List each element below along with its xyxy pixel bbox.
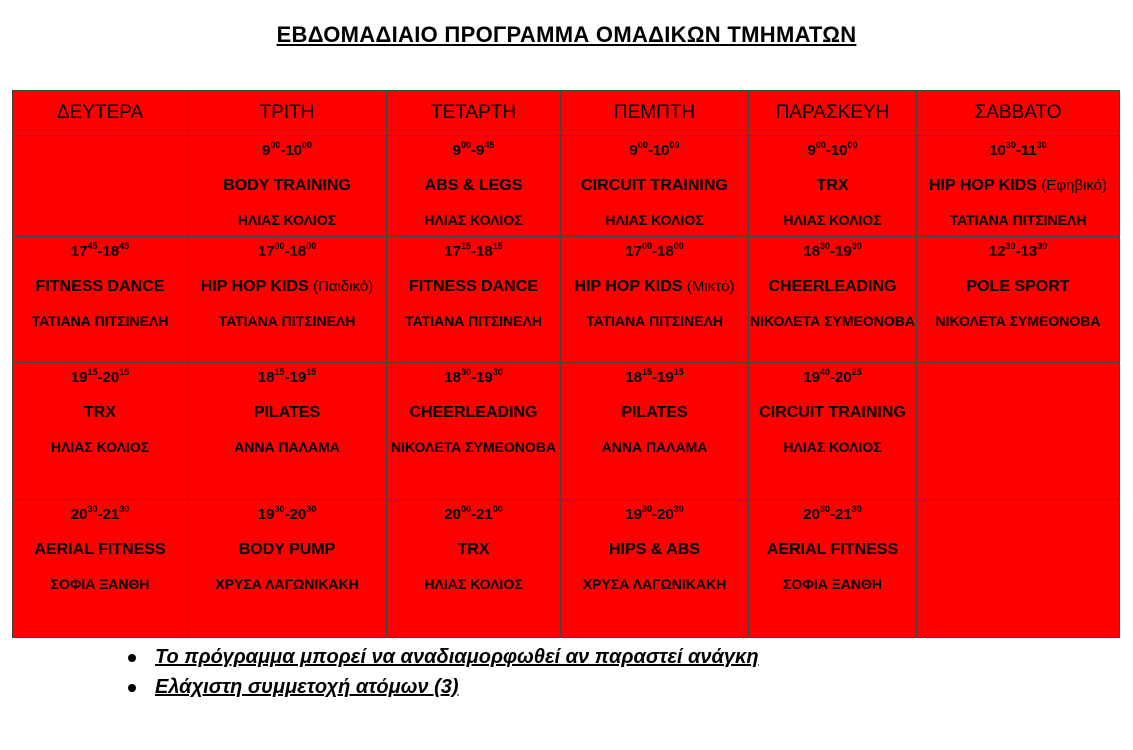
slot-cell-thursday [561, 363, 749, 500]
class-title: CHEERLEADING [768, 278, 897, 295]
start-minutes: 00 [274, 241, 285, 251]
instructor-name: ΝΙΚΟΛΕΤΑ ΣΥΜΕΟΝΟΒΑ [749, 313, 916, 329]
end-minutes: 25 [851, 367, 862, 377]
instructor-name: ΝΙΚΟΛΕΤΑ ΣΥΜΕΟΝΟΒΑ [935, 313, 1101, 329]
time-range [561, 506, 748, 526]
class-name [387, 404, 560, 422]
instructor-name: ΤΑΤΙΑΝΑ ΠΙΤΣΙΝΕΛΗ [405, 313, 542, 329]
time-range [917, 142, 1119, 162]
class-title: AERIAL FITNESS [34, 541, 166, 558]
time-range [749, 506, 916, 526]
instructor-name: ΣΟΦΙΑ ΞΑΝΘΗ [50, 576, 150, 592]
schedule-row [13, 237, 1120, 363]
end-minutes: 45 [484, 140, 495, 150]
end-minutes: 15 [306, 367, 317, 377]
slot-cell-tuesday [188, 136, 387, 237]
end-hour: 18 [102, 243, 120, 260]
time-separator: - [825, 142, 831, 159]
instructor-name: ΤΑΤΙΑΝΑ ΠΙΤΣΙΝΕΛΗ [586, 313, 723, 329]
start-minutes: 30 [1005, 140, 1016, 150]
instructor-name: ΑΝΝΑ ΠΑΛΑΜΑ [601, 439, 708, 455]
end-minutes: 45 [119, 241, 130, 251]
end-minutes: 00 [492, 504, 503, 514]
time-separator: - [471, 243, 476, 260]
day-header-wednesday: ΤΕΤΑΡΤΗ [387, 91, 561, 136]
start-minutes: 30 [819, 504, 830, 514]
end-minutes: 00 [847, 140, 858, 150]
class-title: CIRCUIT TRAINING [759, 404, 906, 421]
end-minutes: 30 [1036, 140, 1047, 150]
class-name [13, 541, 187, 559]
class-title: FITNESS DANCE [35, 278, 165, 295]
class-slot [387, 500, 560, 594]
class-note: (Μικτό) [686, 278, 735, 295]
end-minutes: 30 [851, 241, 862, 251]
class-note: (Εφηβικό) [1041, 177, 1108, 194]
end-minutes: 15 [673, 367, 684, 377]
start-minutes: 00 [270, 140, 281, 150]
schedule-table [12, 90, 1120, 638]
time-range [561, 369, 748, 389]
class-name [749, 404, 916, 422]
slot-cell-wednesday [387, 136, 561, 237]
start-minutes: 45 [87, 241, 98, 251]
start-hour: 19 [803, 369, 820, 386]
slot-cell-monday [13, 237, 188, 363]
class-slot [188, 363, 386, 457]
start-minutes: 40 [819, 367, 830, 377]
start-hour: 10 [989, 142, 1006, 159]
slot-cell-friday [749, 237, 917, 363]
class-slot [188, 500, 386, 594]
start-hour: 19 [625, 506, 642, 523]
time-separator: - [652, 506, 657, 523]
start-hour: 18 [444, 369, 461, 386]
end-hour: 19 [476, 369, 493, 386]
class-title: FITNESS DANCE [409, 278, 538, 295]
instructor-name: ΣΟΦΙΑ ΞΑΝΘΗ [783, 576, 882, 592]
time-separator: - [471, 506, 476, 523]
time-separator: - [97, 506, 103, 523]
day-header-monday: ΔΕΥΤΕΡΑ [13, 91, 188, 136]
class-slot [561, 136, 748, 230]
time-range [561, 142, 748, 162]
time-range [13, 369, 187, 389]
start-hour: 17 [257, 243, 275, 260]
end-minutes: 00 [306, 241, 317, 251]
slot-cell-monday [13, 363, 188, 500]
class-slot [561, 500, 748, 594]
start-hour: 17 [625, 243, 642, 260]
start-hour: 20 [444, 506, 461, 523]
time-separator: - [1015, 142, 1021, 159]
start-hour: 20 [70, 506, 88, 523]
end-hour: 21 [102, 506, 120, 523]
time-range [387, 369, 560, 389]
end-minutes: 15 [492, 241, 503, 251]
end-hour: 10 [652, 142, 670, 159]
time-separator: - [284, 506, 290, 523]
time-range [188, 243, 386, 263]
end-minutes: 30 [306, 504, 317, 514]
start-hour: 18 [257, 369, 275, 386]
class-name [188, 177, 386, 195]
time-separator: - [830, 506, 835, 523]
class-title: TRX [457, 541, 490, 558]
time-separator: - [97, 369, 103, 386]
time-range [387, 142, 560, 162]
end-hour: 19 [657, 369, 674, 386]
start-minutes: 15 [274, 367, 285, 377]
end-hour: 18 [289, 243, 307, 260]
day-header-row [13, 91, 1120, 136]
class-name [387, 278, 560, 296]
time-range [387, 243, 560, 263]
time-range [13, 506, 187, 526]
class-title: HIP HOP KIDS [574, 278, 683, 295]
class-slot [749, 363, 916, 457]
instructor-name: ΗΛΙΑΣ ΚΟΛΙΟΣ [237, 212, 337, 228]
class-name [917, 278, 1119, 296]
class-name [749, 541, 916, 559]
page-title: ΕΒΔΟΜΑΔΙΑΙΟ ΠΡΟΓΡΑΜΜΑ ΟΜΑΔΙΚΩΝ ΤΜΗΜΑΤΩΝ [276, 22, 857, 47]
time-range [749, 243, 916, 263]
class-name [387, 177, 560, 195]
class-slot [917, 136, 1119, 230]
start-minutes: 15 [460, 241, 471, 251]
time-range [13, 243, 187, 263]
class-slot [13, 363, 187, 457]
end-minutes: 00 [673, 241, 684, 251]
time-separator: - [284, 369, 290, 386]
end-minutes: 30 [1037, 241, 1048, 251]
end-hour: 10 [830, 142, 848, 159]
instructor-name: ΤΑΤΙΑΝΑ ΠΙΤΣΙΝΕΛΗ [218, 313, 356, 329]
start-minutes: 30 [460, 367, 471, 377]
slot-cell-saturday [917, 136, 1120, 237]
class-slot [749, 237, 916, 331]
instructor-name: ΑΝΝΑ ΠΑΛΑΜΑ [234, 439, 340, 455]
schedule-row [13, 500, 1120, 638]
start-hour: 9 [261, 142, 271, 159]
slot-cell-wednesday [387, 500, 561, 638]
end-hour: 21 [476, 506, 493, 523]
class-name [188, 541, 386, 559]
class-name [917, 177, 1119, 195]
class-slot [13, 500, 187, 594]
time-range [749, 142, 916, 162]
end-hour: 19 [835, 243, 852, 260]
end-hour: 9 [476, 142, 485, 159]
time-separator: - [652, 243, 657, 260]
end-hour: 11 [1020, 142, 1037, 159]
start-minutes: 00 [815, 140, 826, 150]
class-name [749, 278, 916, 296]
schedule-row [13, 136, 1120, 237]
class-name [561, 404, 748, 422]
start-hour: 9 [452, 142, 461, 159]
start-minutes: 00 [641, 241, 652, 251]
class-title: BODY PUMP [238, 541, 336, 558]
start-minutes: 30 [819, 241, 830, 251]
start-hour: 12 [988, 243, 1006, 260]
day-header-saturday: ΣΑΒΒΑΤΟ [917, 91, 1120, 136]
class-slot [749, 500, 916, 594]
start-hour: 18 [625, 369, 642, 386]
day-header-thursday: ΠΕΜΠΤΗ [561, 91, 749, 136]
time-separator: - [652, 369, 657, 386]
note-text: Ελάχιστη συμμετοχή ατόμων (3) [155, 676, 459, 698]
note-item [128, 672, 759, 702]
day-header-tuesday: ΤΡΙΤΗ [188, 91, 387, 136]
instructor-name: ΤΑΤΙΑΝΑ ΠΙΤΣΙΝΕΛΗ [949, 212, 1087, 228]
start-minutes: 00 [637, 140, 648, 150]
class-slot [387, 136, 560, 230]
start-hour: 19 [70, 369, 88, 386]
class-name [561, 177, 748, 195]
time-range [188, 142, 386, 162]
end-hour: 18 [657, 243, 674, 260]
time-separator: - [1015, 243, 1021, 260]
schedule-row [13, 363, 1120, 500]
slot-cell-saturday [917, 500, 1120, 638]
start-minutes: 30 [641, 504, 652, 514]
class-slot [561, 363, 748, 457]
instructor-name: ΗΛΙΑΣ ΚΟΛΙΟΣ [783, 439, 882, 455]
slot-cell-wednesday [387, 237, 561, 363]
class-title: CIRCUIT TRAINING [581, 177, 728, 194]
start-hour: 20 [803, 506, 820, 523]
slot-cell-monday [13, 136, 188, 237]
class-title: HIPS & ABS [609, 541, 700, 558]
start-minutes: 00 [460, 504, 471, 514]
class-title: AERIAL FITNESS [766, 541, 899, 558]
time-range [387, 506, 560, 526]
class-name [561, 278, 748, 296]
instructor-name: ΧΡΥΣΑ ΛΑΓΩΝΙΚΑΚΗ [582, 576, 727, 592]
instructor-name: ΗΛΙΑΣ ΚΟΛΙΟΣ [605, 212, 704, 228]
start-minutes: 15 [641, 367, 652, 377]
time-separator: - [830, 369, 835, 386]
slot-cell-wednesday [387, 363, 561, 500]
time-separator: - [647, 142, 653, 159]
class-slot [749, 136, 916, 230]
class-title: BODY TRAINING [223, 177, 351, 194]
class-name [561, 541, 748, 559]
time-separator: - [280, 142, 286, 159]
class-name [188, 278, 386, 296]
end-minutes: 00 [302, 140, 313, 150]
start-hour: 18 [803, 243, 820, 260]
slot-cell-friday [749, 500, 917, 638]
start-hour: 17 [444, 243, 461, 260]
instructor-name: ΗΛΙΑΣ ΚΟΛΙΟΣ [424, 576, 523, 592]
slot-cell-thursday [561, 500, 749, 638]
time-range [561, 243, 748, 263]
time-range [749, 369, 916, 389]
instructor-name: ΗΛΙΑΣ ΚΟΛΙΟΣ [50, 439, 150, 455]
time-separator: - [471, 369, 476, 386]
bullet-icon [128, 684, 136, 692]
end-hour: 18 [476, 243, 493, 260]
slot-cell-saturday [917, 237, 1120, 363]
slot-cell-tuesday [188, 500, 387, 638]
start-hour: 9 [807, 142, 816, 159]
time-separator: - [284, 243, 290, 260]
end-minutes: 30 [492, 367, 503, 377]
end-hour: 19 [289, 369, 307, 386]
slot-cell-monday [13, 500, 188, 638]
time-range [917, 243, 1119, 263]
class-slot [13, 237, 187, 331]
end-hour: 10 [285, 142, 303, 159]
start-hour: 17 [70, 243, 88, 260]
day-header-friday: ΠΑΡΑΣΚΕΥΗ [749, 91, 917, 136]
start-minutes: 30 [87, 504, 98, 514]
start-hour: 9 [629, 142, 638, 159]
instructor-name: ΤΑΤΙΑΝΑ ΠΙΤΣΙΝΕΛΗ [31, 313, 169, 329]
end-hour: 20 [657, 506, 674, 523]
time-separator: - [97, 243, 103, 260]
instructor-name: ΗΛΙΑΣ ΚΟΛΙΟΣ [783, 212, 882, 228]
class-name [188, 404, 386, 422]
instructor-name: ΧΡΥΣΑ ΛΑΓΩΝΙΚΑΚΗ [215, 576, 359, 592]
notes-list [128, 642, 759, 702]
class-name [13, 404, 187, 422]
class-title: HIP HOP KIDS [200, 278, 309, 295]
end-hour: 13 [1020, 243, 1038, 260]
slot-cell-tuesday [188, 363, 387, 500]
time-separator: - [830, 243, 835, 260]
time-range [188, 369, 386, 389]
instructor-name: ΗΛΙΑΣ ΚΟΛΙΟΣ [424, 212, 523, 228]
class-title: PILATES [621, 404, 688, 421]
start-minutes: 30 [1005, 241, 1016, 251]
bullet-icon [128, 654, 136, 662]
end-hour: 20 [102, 369, 120, 386]
class-slot [387, 237, 560, 331]
instructor-name: ΝΙΚΟΛΕΤΑ ΣΥΜΕΟΝΟΒΑ [390, 439, 557, 455]
slot-cell-friday [749, 363, 917, 500]
end-minutes: 00 [669, 140, 680, 150]
class-name [13, 278, 187, 296]
slot-cell-thursday [561, 136, 749, 237]
end-minutes: 15 [119, 367, 130, 377]
note-text: Το πρόγραμμα μπορεί να αναδιαμορφωθεί αν παραστεί ανάγκη [155, 646, 759, 668]
start-minutes: 15 [87, 367, 98, 377]
class-slot [188, 136, 386, 230]
note-item [128, 642, 759, 672]
class-title: TRX [816, 177, 849, 194]
end-minutes: 30 [851, 504, 862, 514]
class-note: (Παιδικό) [313, 278, 374, 295]
start-minutes: 00 [460, 140, 471, 150]
slot-cell-saturday [917, 363, 1120, 500]
class-slot [387, 363, 560, 457]
time-separator: - [471, 142, 476, 159]
end-hour: 20 [289, 506, 307, 523]
start-minutes: 30 [274, 504, 285, 514]
end-hour: 21 [835, 506, 852, 523]
end-minutes: 30 [119, 504, 130, 514]
class-slot [917, 237, 1119, 331]
class-title: ABS & LEGS [424, 177, 523, 194]
time-range [188, 506, 386, 526]
class-slot [188, 237, 386, 331]
start-hour: 19 [257, 506, 275, 523]
class-name [749, 177, 916, 195]
class-title: CHEERLEADING [409, 404, 538, 421]
class-name [387, 541, 560, 559]
end-hour: 20 [835, 369, 852, 386]
end-minutes: 30 [673, 504, 684, 514]
class-title: POLE SPORT [966, 278, 1070, 295]
class-title: HIP HOP KIDS [928, 177, 1037, 194]
slot-cell-friday [749, 136, 917, 237]
class-slot [561, 237, 748, 331]
slot-cell-tuesday [188, 237, 387, 363]
slot-cell-thursday [561, 237, 749, 363]
class-title: PILATES [253, 404, 321, 421]
class-title: TRX [84, 404, 116, 421]
